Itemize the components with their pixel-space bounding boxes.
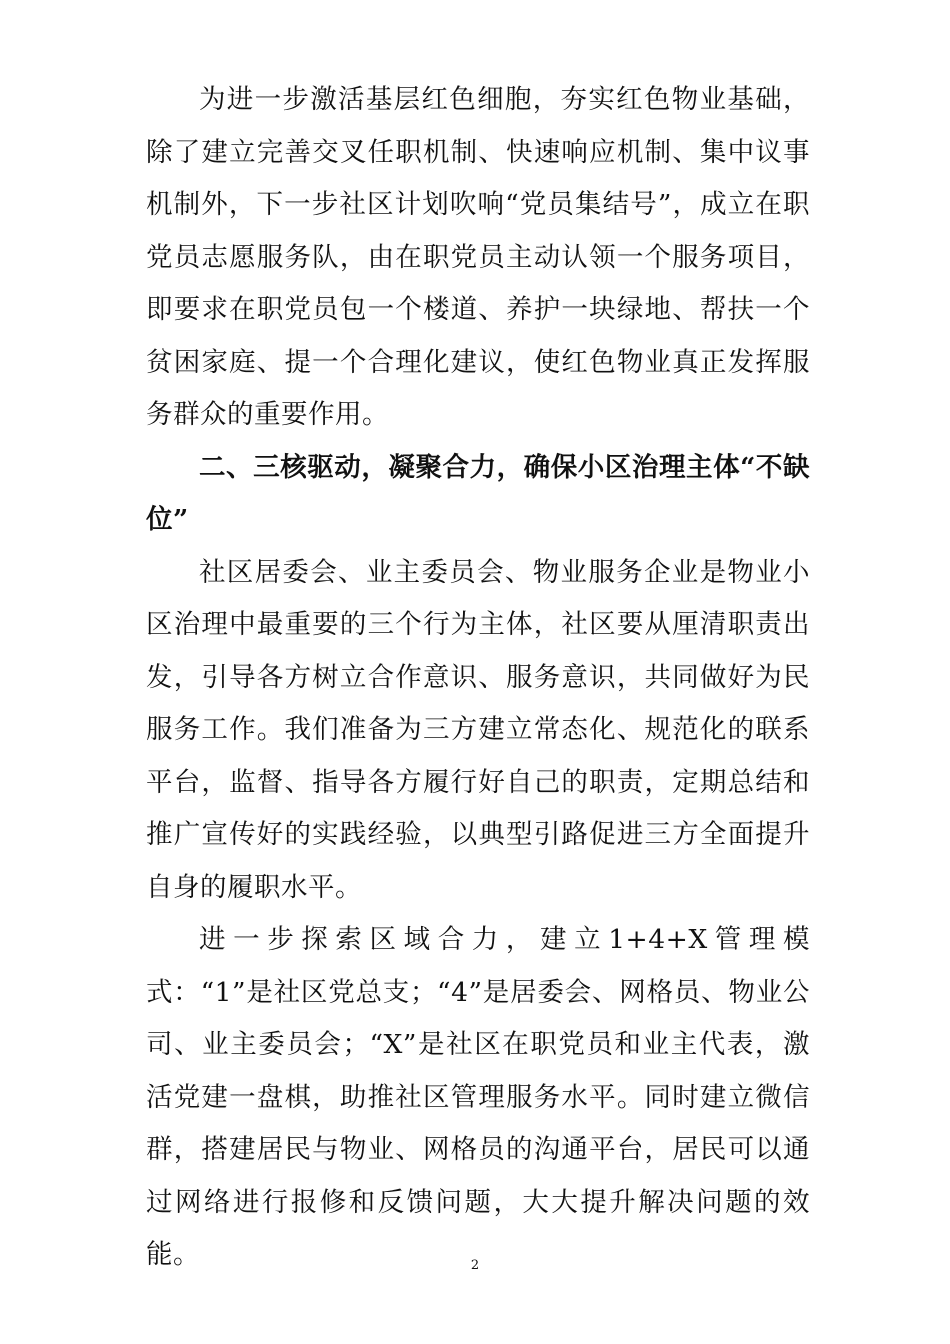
paragraph-management-model: 进一步探索区域合力，建立1+4+X管理模式：“1”是社区党总支；“4”是居委会、网格员、物业公司、业主委员会；“X”是社区在职党员和业主代表，激活党建一盘棋，助推社区管理服务水平。同时建立微信群，搭建居民与物业、网格员的沟通平台，居民可以通过网络进行报修和反馈问题，大大提升解决问题的效能。 — [146, 924, 810, 1270]
page-number: 2 — [470, 1258, 480, 1273]
section-heading: 二、三核驱动，凝聚合力，确保小区治理主体“不缺位” — [146, 451, 810, 535]
paragraph-red-property: 为进一步激活基层红色细胞，夯实红色物业基础，除了建立完善交叉任职机制、快速响应机制、集中议事机制外，下一步社区计划吹响“党员集结号”，成立在职党员志愿服务队，由在职党员主动认领一个服务项目，即要求在职党员包一个楼道、养护一块绿地、帮扶一个贫困家庭、提一个合理化建议，使红色物业真正发挥服务群众的重要作用。 — [146, 84, 810, 430]
document-body — [146, 74, 810, 1282]
paragraph-three-cores: 社区居委会、业主委员会、物业服务企业是物业小区治理中最重要的三个行为主体，社区要从厘清职责出发，引导各方树立合作意识、服务意识，共同做好为民服务工作。我们准备为三方建立常态化、规范化的联系平台，监督、指导各方履行好自己的职责，定期总结和推广宣传好的实践经验，以典型引路促进三方全面提升自身的履职水平。 — [146, 556, 810, 903]
